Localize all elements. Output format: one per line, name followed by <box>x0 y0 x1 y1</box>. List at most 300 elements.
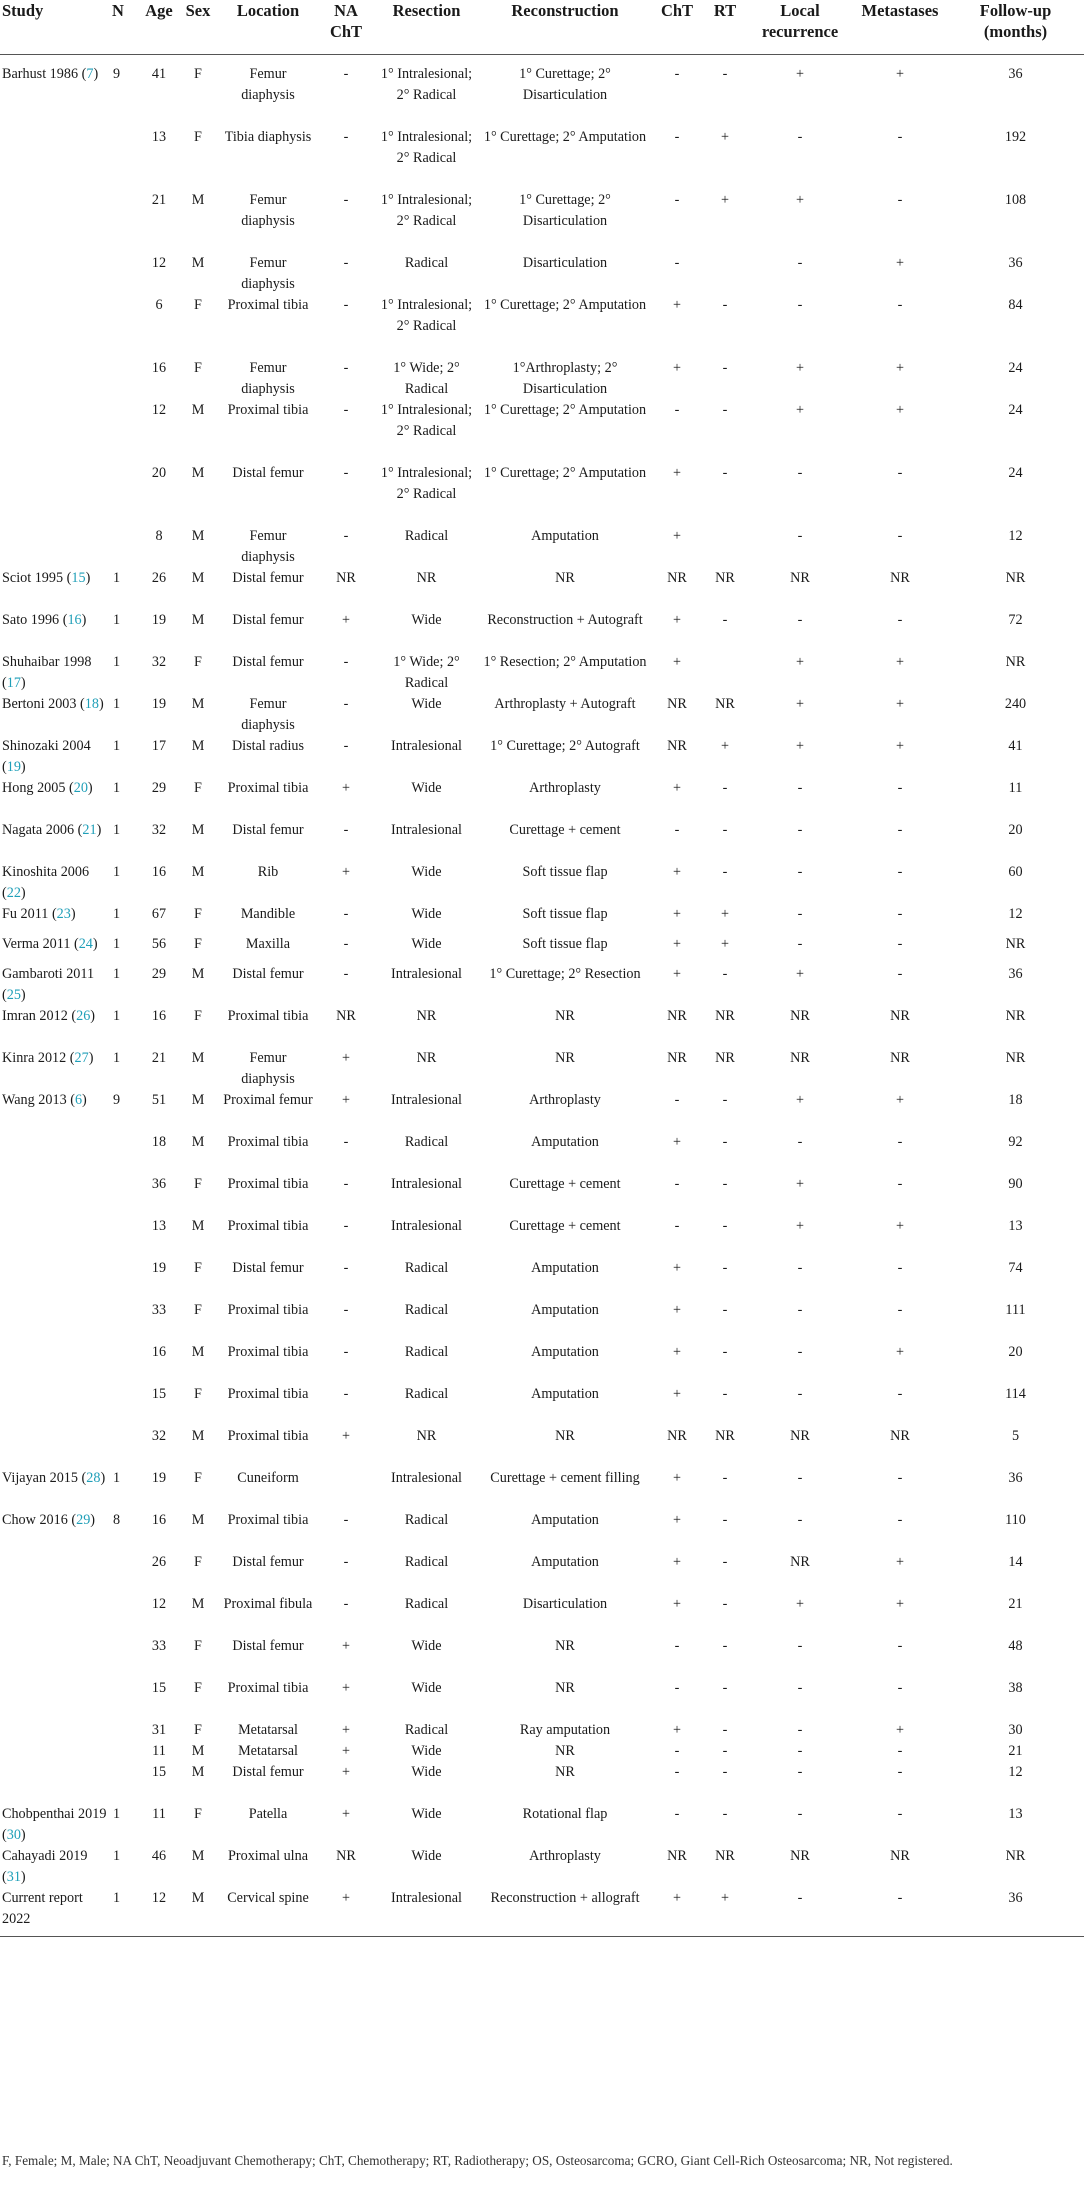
reference-link[interactable]: 22 <box>6 885 21 901</box>
cell-resection: Wide <box>411 696 442 712</box>
cell-cht: NR <box>667 738 687 754</box>
cell-study: Chow 2016 (29) <box>2 1512 96 1528</box>
cell-na-cht: - <box>343 66 349 82</box>
cell-na-cht: - <box>343 192 349 208</box>
cell-local-recurrence: NR <box>790 1848 810 1864</box>
cell-local-recurrence: NR <box>790 570 810 586</box>
cell-na-cht: + <box>341 1050 350 1066</box>
cell-metastases: - <box>897 612 903 628</box>
cell-sex: F <box>194 129 202 145</box>
cell-reconstruction: Amputation <box>531 1260 599 1276</box>
cell-sex: F <box>194 1722 202 1738</box>
cell-follow-up: NR <box>1005 570 1026 586</box>
cell-na-cht: - <box>343 1512 349 1528</box>
cell-follow-up: 20 <box>1008 822 1023 838</box>
cell-rt: - <box>722 822 728 838</box>
reference-link[interactable]: 15 <box>71 570 86 586</box>
cell-reconstruction: Disarticulation <box>522 255 608 271</box>
cell-cht: - <box>674 1638 680 1654</box>
cell-location: Femur diaphysis <box>241 360 295 397</box>
study-name: Barhust 1986 <box>2 66 79 82</box>
cell-follow-up: 36 <box>1008 1470 1023 1486</box>
cell-local-recurrence: - <box>797 1680 803 1696</box>
reference-link[interactable]: 26 <box>76 1008 91 1024</box>
reference-link[interactable]: 23 <box>56 906 71 922</box>
cell-cht: + <box>672 906 681 922</box>
cell-age: 19 <box>151 1470 167 1486</box>
cell-study: Gambaroti 2011 (25) <box>2 966 95 1003</box>
cell-n <box>110 1258 140 1300</box>
cell-local-recurrence: + <box>795 1218 804 1234</box>
cell-cht: + <box>672 1260 681 1276</box>
cell-n <box>110 253 140 295</box>
cell-na-cht: - <box>343 1218 349 1234</box>
cell-resection: Wide <box>411 906 442 922</box>
cell-age: 26 <box>151 570 167 586</box>
cell-cht: - <box>674 402 680 418</box>
cell-local-recurrence: - <box>797 1806 803 1822</box>
cell-local-recurrence: - <box>797 906 803 922</box>
cell-metastases: - <box>897 1302 903 1318</box>
cell-n <box>110 190 140 253</box>
cell-resection: NR <box>416 1050 437 1066</box>
cell-n: 1 <box>110 1888 140 1937</box>
cell-location: Proximal tibia <box>227 1680 309 1696</box>
study-name: Wang 2013 <box>2 1092 67 1108</box>
cell-follow-up: NR <box>1005 654 1026 670</box>
cell-metastases: + <box>895 255 904 271</box>
cell-study: Barhust 1986 (7) <box>2 66 99 82</box>
cell-metastases: - <box>897 1806 903 1822</box>
cell-study <box>0 1741 110 1762</box>
cell-follow-up: 14 <box>1008 1554 1023 1570</box>
cell-age: 31 <box>151 1722 167 1738</box>
cell-age: 51 <box>151 1092 167 1108</box>
cell-local-recurrence: - <box>797 780 803 796</box>
reference-link[interactable]: 17 <box>6 675 21 691</box>
cell-location: Tibia diaphysis <box>224 129 312 145</box>
study-name: Sato 1996 <box>2 612 60 628</box>
cell-follow-up: 110 <box>1005 1512 1026 1528</box>
cell-na-cht: + <box>341 1722 350 1738</box>
cell-cht: + <box>672 612 681 628</box>
cell-age: 41 <box>151 66 167 82</box>
reference-link[interactable]: 21 <box>82 822 97 838</box>
cell-location: Distal femur <box>232 612 304 628</box>
header-na-cht: NA ChT <box>318 0 374 55</box>
cell-rt: NR <box>715 1008 735 1024</box>
cell-study <box>0 1552 110 1594</box>
cell-cht: - <box>674 255 680 271</box>
cell-rt: NR <box>715 1848 735 1864</box>
cell-rt: - <box>722 1344 728 1360</box>
cell-metastases: - <box>897 1470 903 1486</box>
cell-age: 15 <box>151 1386 167 1402</box>
reference-link[interactable]: 27 <box>74 1050 89 1066</box>
cell-rt: NR <box>715 1428 735 1444</box>
cell-age: 16 <box>151 1344 167 1360</box>
cell-local-recurrence: - <box>797 1344 803 1360</box>
cell-cht: - <box>674 1764 680 1780</box>
cell-resection: Radical <box>404 1554 449 1570</box>
cell-age: 15 <box>151 1764 167 1780</box>
cell-sex: F <box>194 1008 202 1024</box>
cell-local-recurrence: - <box>797 297 803 313</box>
cell-study <box>0 1594 110 1636</box>
cell-age: 16 <box>151 1512 167 1528</box>
table-row <box>0 610 1084 652</box>
cell-age: 29 <box>151 966 167 982</box>
cell-location: Mandible <box>240 906 296 922</box>
cell-cht: - <box>674 1092 680 1108</box>
cell-na-cht: + <box>341 1743 350 1759</box>
cell-metastases: - <box>897 129 903 145</box>
table-row <box>0 1300 1084 1342</box>
cell-follow-up: 12 <box>1008 528 1023 544</box>
cell-cht: + <box>672 864 681 880</box>
cell-n <box>110 1426 140 1468</box>
cell-local-recurrence: + <box>795 66 804 82</box>
cell-cht: + <box>672 1134 681 1150</box>
cell-local-recurrence: + <box>795 738 804 754</box>
cell-na-cht: - <box>343 1554 349 1570</box>
table-row <box>0 820 1084 862</box>
cell-na-cht: NR <box>336 1008 356 1024</box>
cell-resection: NR <box>416 570 437 586</box>
cell-study <box>0 1174 110 1216</box>
cell-location: Rib <box>257 864 279 880</box>
reference-link[interactable]: 16 <box>67 612 82 628</box>
cell-follow-up: NR <box>1005 936 1026 952</box>
header-metastases: Metastases <box>853 0 947 55</box>
reference-link[interactable]: 30 <box>6 1827 21 1843</box>
cell-reconstruction: 1° Resection; 2° Amputation <box>483 654 647 670</box>
cell-study: Wang 2013 (6) <box>2 1092 87 1108</box>
cell-reconstruction: Amputation <box>531 528 599 544</box>
header-local-recurrence: Local recurrence <box>747 0 853 55</box>
cell-resection: Intralesional <box>391 966 462 982</box>
cell-follow-up: 21 <box>1008 1743 1023 1759</box>
cell-sex: M <box>191 402 205 418</box>
cell-na-cht: - <box>343 129 349 145</box>
cell-reconstruction: 1° Curettage; 2° Amputation <box>483 402 647 418</box>
cell-sex: F <box>194 360 202 376</box>
cell-resection: Wide <box>411 1764 442 1780</box>
study-name: Bertoni 2003 <box>2 696 77 712</box>
cell-rt <box>703 253 747 295</box>
header-follow-up: Follow-up (months) <box>947 0 1084 55</box>
reference-link[interactable]: 24 <box>78 936 93 952</box>
cell-na-cht: - <box>343 1344 349 1360</box>
study-name: Nagata 2006 <box>2 822 75 838</box>
table-row <box>0 778 1084 820</box>
cell-sex: M <box>191 1050 205 1066</box>
cell-resection: Intralesional <box>391 1092 462 1108</box>
cell-metastases: NR <box>890 570 910 586</box>
cell-n <box>110 1384 140 1426</box>
cell-rt: + <box>720 936 729 952</box>
cell-sex: F <box>194 654 202 670</box>
cell-cht: - <box>674 1680 680 1696</box>
cell-study <box>0 1384 110 1426</box>
cell-sex: M <box>178 1888 218 1937</box>
cell-na-cht: + <box>341 864 350 880</box>
header-n: N <box>110 0 140 55</box>
cell-local-recurrence: - <box>797 1722 803 1738</box>
cell-metastases: - <box>897 822 903 838</box>
cell-metastases: - <box>897 1764 903 1780</box>
cell-age: 33 <box>151 1638 167 1654</box>
cell-follow-up: 240 <box>1004 696 1027 712</box>
table-row <box>0 1846 1084 1888</box>
study-name: Vijayan 2015 <box>2 1470 78 1486</box>
cell-reconstruction: Amputation <box>531 1554 599 1570</box>
cell-follow-up: 72 <box>1008 612 1023 628</box>
cell-age: 12 <box>140 1888 178 1937</box>
cell-resection: Wide <box>411 1743 442 1759</box>
cell-study: Shinozaki 2004 (19) <box>2 738 91 775</box>
cell-rt: - <box>722 1134 728 1150</box>
cell-age: 8 <box>155 528 163 544</box>
cell-n <box>110 1762 140 1804</box>
cell-reconstruction: Arthroplasty <box>529 780 601 796</box>
reference-link[interactable]: 20 <box>73 780 88 796</box>
reference-link[interactable]: 18 <box>84 696 99 712</box>
cell-metastases: + <box>895 402 904 418</box>
cell-metastases: + <box>895 654 904 670</box>
header-sex: Sex <box>178 0 218 55</box>
cell-cht: + <box>672 1596 681 1612</box>
cell-resection: Wide <box>411 1638 442 1654</box>
cell-resection: Wide <box>411 612 442 628</box>
cell-reconstruction: 1° Curettage; 2° Amputation <box>483 129 647 145</box>
cell-study: Bertoni 2003 (18) <box>2 696 104 712</box>
cell-local-recurrence: - <box>797 1302 803 1318</box>
study-name: Sciot 1995 <box>2 570 64 586</box>
cell-n: 1 <box>113 1008 121 1024</box>
cell-cht: - <box>674 822 680 838</box>
cell-resection: Intralesional <box>391 1218 462 1234</box>
cell-rt <box>703 526 747 568</box>
cell-age: 36 <box>151 1176 167 1192</box>
reference-link[interactable]: 7 <box>86 66 94 82</box>
cell-cht: + <box>672 1722 681 1738</box>
table-row <box>0 190 1084 253</box>
cell-rt: NR <box>715 696 735 712</box>
cell-sex: M <box>191 1764 205 1780</box>
cell-na-cht: - <box>343 360 349 376</box>
study-name: Chobpenthai 2019 <box>2 1806 107 1822</box>
cell-rt: - <box>722 1806 728 1822</box>
cell-reconstruction: Amputation <box>531 1386 599 1402</box>
cell-study <box>0 190 110 253</box>
cell-metastases: - <box>897 1743 903 1759</box>
cell-sex: F <box>194 1386 202 1402</box>
cell-rt: NR <box>715 570 735 586</box>
cell-local-recurrence: NR <box>790 1428 810 1444</box>
cell-study: Fu 2011 (23) <box>2 906 76 922</box>
cell-cht: NR <box>667 696 687 712</box>
cell-cht: + <box>672 1386 681 1402</box>
cell-follow-up: NR <box>1005 1008 1026 1024</box>
cell-cht: + <box>672 360 681 376</box>
cell-follow-up: 30 <box>1008 1722 1023 1738</box>
reference-link[interactable]: 6 <box>74 1092 83 1108</box>
study-name: Shinozaki 2004 <box>2 738 91 754</box>
reference-link[interactable]: 28 <box>86 1470 101 1486</box>
cell-follow-up: NR <box>1005 1050 1026 1066</box>
cell-study <box>0 400 110 463</box>
cell-metastases: - <box>897 1512 903 1528</box>
cell-reconstruction: Amputation <box>531 1134 599 1150</box>
cell-reconstruction: Reconstruction + Autograft <box>487 612 643 628</box>
cell-age: 17 <box>151 738 167 754</box>
header-study: Study <box>0 0 110 55</box>
cell-rt: - <box>722 1743 728 1759</box>
cell-local-recurrence: NR <box>790 1050 810 1066</box>
cell-local-recurrence: + <box>795 1596 804 1612</box>
cell-na-cht: + <box>341 1638 350 1654</box>
cell-metastases: - <box>897 936 903 952</box>
cell-study <box>0 358 110 400</box>
table-row <box>0 964 1084 1006</box>
cell-rt: - <box>722 1386 728 1402</box>
cell-age: 16 <box>151 1008 167 1024</box>
cell-study <box>0 1300 110 1342</box>
cell-age: 21 <box>151 1050 167 1066</box>
reference-link[interactable]: 25 <box>6 987 21 1003</box>
cell-rt: - <box>722 1092 728 1108</box>
header-age: Age <box>140 0 178 55</box>
cell-rt: + <box>720 129 729 145</box>
cell-cht: - <box>674 1743 680 1759</box>
cell-study <box>0 1342 110 1384</box>
cell-n <box>110 400 140 463</box>
cell-na-cht: - <box>343 1134 349 1150</box>
cell-sex: F <box>194 1176 202 1192</box>
cell-cht: NR <box>667 1848 687 1864</box>
cell-rt: - <box>722 1554 728 1570</box>
reference-link[interactable]: 31 <box>6 1869 21 1885</box>
cell-sex: M <box>191 1743 205 1759</box>
cell-age: 18 <box>151 1134 167 1150</box>
cell-na-cht: - <box>343 822 349 838</box>
cell-resection: Intralesional <box>391 1470 462 1486</box>
cell-location: Proximal tibia <box>227 1428 309 1444</box>
table-row <box>0 1468 1084 1510</box>
cell-cht: + <box>672 528 681 544</box>
cell-metastases: - <box>897 528 903 544</box>
cell-cht: + <box>672 297 681 313</box>
cell-cht: + <box>672 1554 681 1570</box>
cell-age: 33 <box>151 1302 167 1318</box>
cell-reconstruction: NR <box>555 1050 575 1066</box>
cell-study: Nagata 2006 (21) <box>2 822 102 838</box>
cell-resection: Intralesional <box>391 822 462 838</box>
cell-local-recurrence: - <box>797 1260 803 1276</box>
cell-follow-up: 114 <box>1005 1386 1026 1402</box>
cell-cht: + <box>672 780 681 796</box>
table-row <box>0 1342 1084 1384</box>
cell-metastases: + <box>895 738 904 754</box>
table-row <box>0 253 1084 295</box>
cell-age: 32 <box>151 822 167 838</box>
cell-cht: + <box>651 1888 703 1937</box>
cell-age: 20 <box>151 465 167 481</box>
cell-rt: - <box>722 1638 728 1654</box>
cell-na-cht: - <box>343 528 349 544</box>
cell-resection: NR <box>416 1008 437 1024</box>
cell-follow-up: 48 <box>1008 1638 1023 1654</box>
cell-local-recurrence: - <box>797 129 803 145</box>
cell-n: 1 <box>113 936 121 952</box>
cell-metastases: NR <box>890 1428 910 1444</box>
cell-location: Distal femur <box>232 822 304 838</box>
cell-location: Proximal tibia <box>227 1218 309 1234</box>
cell-location: Femur diaphysis <box>241 66 295 103</box>
cell-reconstruction: Reconstruction + allograft <box>479 1888 651 1937</box>
reference-link[interactable]: 29 <box>76 1512 91 1528</box>
cell-sex: F <box>194 780 202 796</box>
cell-sex: M <box>191 864 205 880</box>
cell-sex: F <box>194 297 202 313</box>
cell-local-recurrence: - <box>797 822 803 838</box>
cell-study <box>0 526 110 568</box>
reference-link[interactable]: 19 <box>6 759 21 775</box>
cell-location: Proximal femur <box>223 1092 313 1108</box>
cell-rt: - <box>722 1302 728 1318</box>
cell-reconstruction: Soft tissue flap <box>522 906 608 922</box>
cell-reconstruction: 1° Curettage; 2° Resection <box>489 966 641 982</box>
cell-location: Proximal tibia <box>227 1386 309 1402</box>
cell-cht: NR <box>667 570 687 586</box>
cell-follow-up: 74 <box>1008 1260 1023 1276</box>
cell-rt: - <box>722 360 728 376</box>
cell-sex: M <box>191 612 205 628</box>
cell-reconstruction: 1° Curettage; 2° Autograft <box>490 738 640 754</box>
cell-age: 67 <box>151 906 167 922</box>
cell-local-recurrence: - <box>797 1638 803 1654</box>
cell-rt: NR <box>715 1050 735 1066</box>
cell-local-recurrence: - <box>797 255 803 271</box>
cell-local-recurrence: - <box>747 1888 853 1937</box>
cell-reconstruction: NR <box>555 1764 575 1780</box>
cell-study: Imran 2012 (26) <box>2 1008 96 1024</box>
cell-location: Proximal tibia <box>227 297 309 313</box>
cell-n <box>110 295 140 358</box>
cell-reconstruction: Curettage + cement <box>509 1176 621 1192</box>
cell-location: Distal femur <box>232 1554 304 1570</box>
cell-location: Patella <box>248 1806 288 1822</box>
cell-n: 1 <box>113 1050 121 1066</box>
cell-age: 16 <box>151 360 167 376</box>
cell-metastases: NR <box>890 1050 910 1066</box>
cell-location: Maxilla <box>245 936 291 952</box>
cell-resection: Radical <box>404 255 449 271</box>
study-name: Fu 2011 <box>2 906 49 922</box>
table-row <box>0 1426 1084 1468</box>
cell-n: 1 <box>113 654 121 670</box>
table-row <box>0 55 1084 128</box>
cell-metastases: + <box>895 1596 904 1612</box>
cell-sex: M <box>191 1134 205 1150</box>
cell-metastases: - <box>897 1386 903 1402</box>
cell-study <box>0 1678 110 1720</box>
cell-na-cht: + <box>341 1806 350 1822</box>
cell-cht: + <box>672 654 681 670</box>
cell-rt: - <box>722 1470 728 1486</box>
cell-reconstruction: Rotational flap <box>522 1806 608 1822</box>
